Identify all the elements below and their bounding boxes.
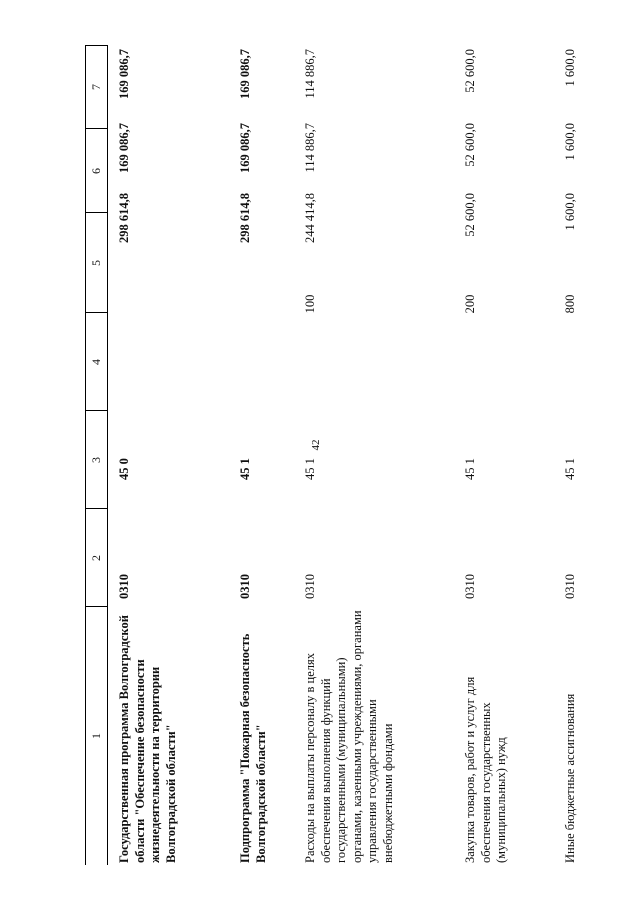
budget-table bbox=[85, 45, 615, 865]
table-row-description: Подпрограмма "Пожарная безопасность Волгоградской области" bbox=[238, 633, 268, 863]
table-row-col6: 1 600,0 bbox=[563, 123, 577, 161]
table-row-section: 45 1 bbox=[563, 458, 577, 480]
column-number: 3 bbox=[89, 457, 103, 463]
table-row-code: 0310 bbox=[303, 574, 317, 599]
table-row-col7: 52 600,0 bbox=[463, 49, 477, 93]
table-row-col7: 114 886,7 bbox=[303, 49, 317, 99]
table-row-col7: 169 086,7 bbox=[117, 49, 131, 99]
table-row-code: 0310 bbox=[563, 574, 577, 599]
column-number: 2 bbox=[89, 555, 103, 561]
table-row-col5: 298 614,8 bbox=[238, 193, 252, 243]
column-number: 6 bbox=[89, 168, 103, 174]
table-row-col5: 52 600,0 bbox=[463, 193, 477, 237]
column-number: 5 bbox=[89, 260, 103, 266]
table-row-col5: 1 600,0 bbox=[563, 193, 577, 231]
table-row-col6: 114 886,7 bbox=[303, 123, 317, 173]
column-number: 1 bbox=[89, 733, 103, 739]
table-row-description: Государственная программа Волгоградской области "Обеспечение безопасности жизнедеятельности на территории Волгоградской области" bbox=[117, 615, 178, 863]
table-row-category: 200 bbox=[463, 294, 477, 314]
table-row-col5: 298 614,8 bbox=[117, 193, 131, 243]
table-row-section: 45 1 bbox=[463, 458, 477, 480]
table-row-section: 45 1 bbox=[303, 458, 317, 480]
table-row-description: Закупка товаров, работ и услуг для обеспечения государственных (муниципальных) нужд bbox=[463, 676, 509, 863]
table-row-code: 0310 bbox=[238, 574, 252, 599]
table-row-category: 100 bbox=[303, 294, 317, 314]
table-row-code: 0310 bbox=[463, 574, 477, 599]
table-row-col7: 169 086,7 bbox=[238, 49, 252, 99]
table-row-col6: 169 086,7 bbox=[238, 123, 252, 173]
table-row-col6: 52 600,0 bbox=[463, 123, 477, 167]
page-number: 42 bbox=[310, 439, 322, 451]
table-row-description: Расходы на выплаты персоналу в целях обеспечения выполнения функций государственными (муниципальными) органами, казенными учреждениями, органами управления государственными внебюджетными фондами bbox=[303, 610, 395, 863]
table-row-section: 45 0 bbox=[117, 458, 131, 480]
table-row-col5: 244 414,8 bbox=[303, 193, 317, 243]
table-row-col7: 1 600,0 bbox=[563, 49, 577, 87]
table-row-section: 45 1 bbox=[238, 458, 252, 480]
column-number: 4 bbox=[89, 359, 103, 365]
budget-table-page bbox=[85, 45, 615, 865]
table-row-category: 800 bbox=[563, 294, 577, 314]
table-row-code: 0310 bbox=[117, 574, 131, 599]
column-number: 7 bbox=[89, 84, 103, 90]
header-bottom-rule bbox=[107, 45, 108, 865]
table-row-col6: 169 086,7 bbox=[117, 123, 131, 173]
table-row-description: Иные бюджетные ассигнования bbox=[563, 693, 577, 863]
